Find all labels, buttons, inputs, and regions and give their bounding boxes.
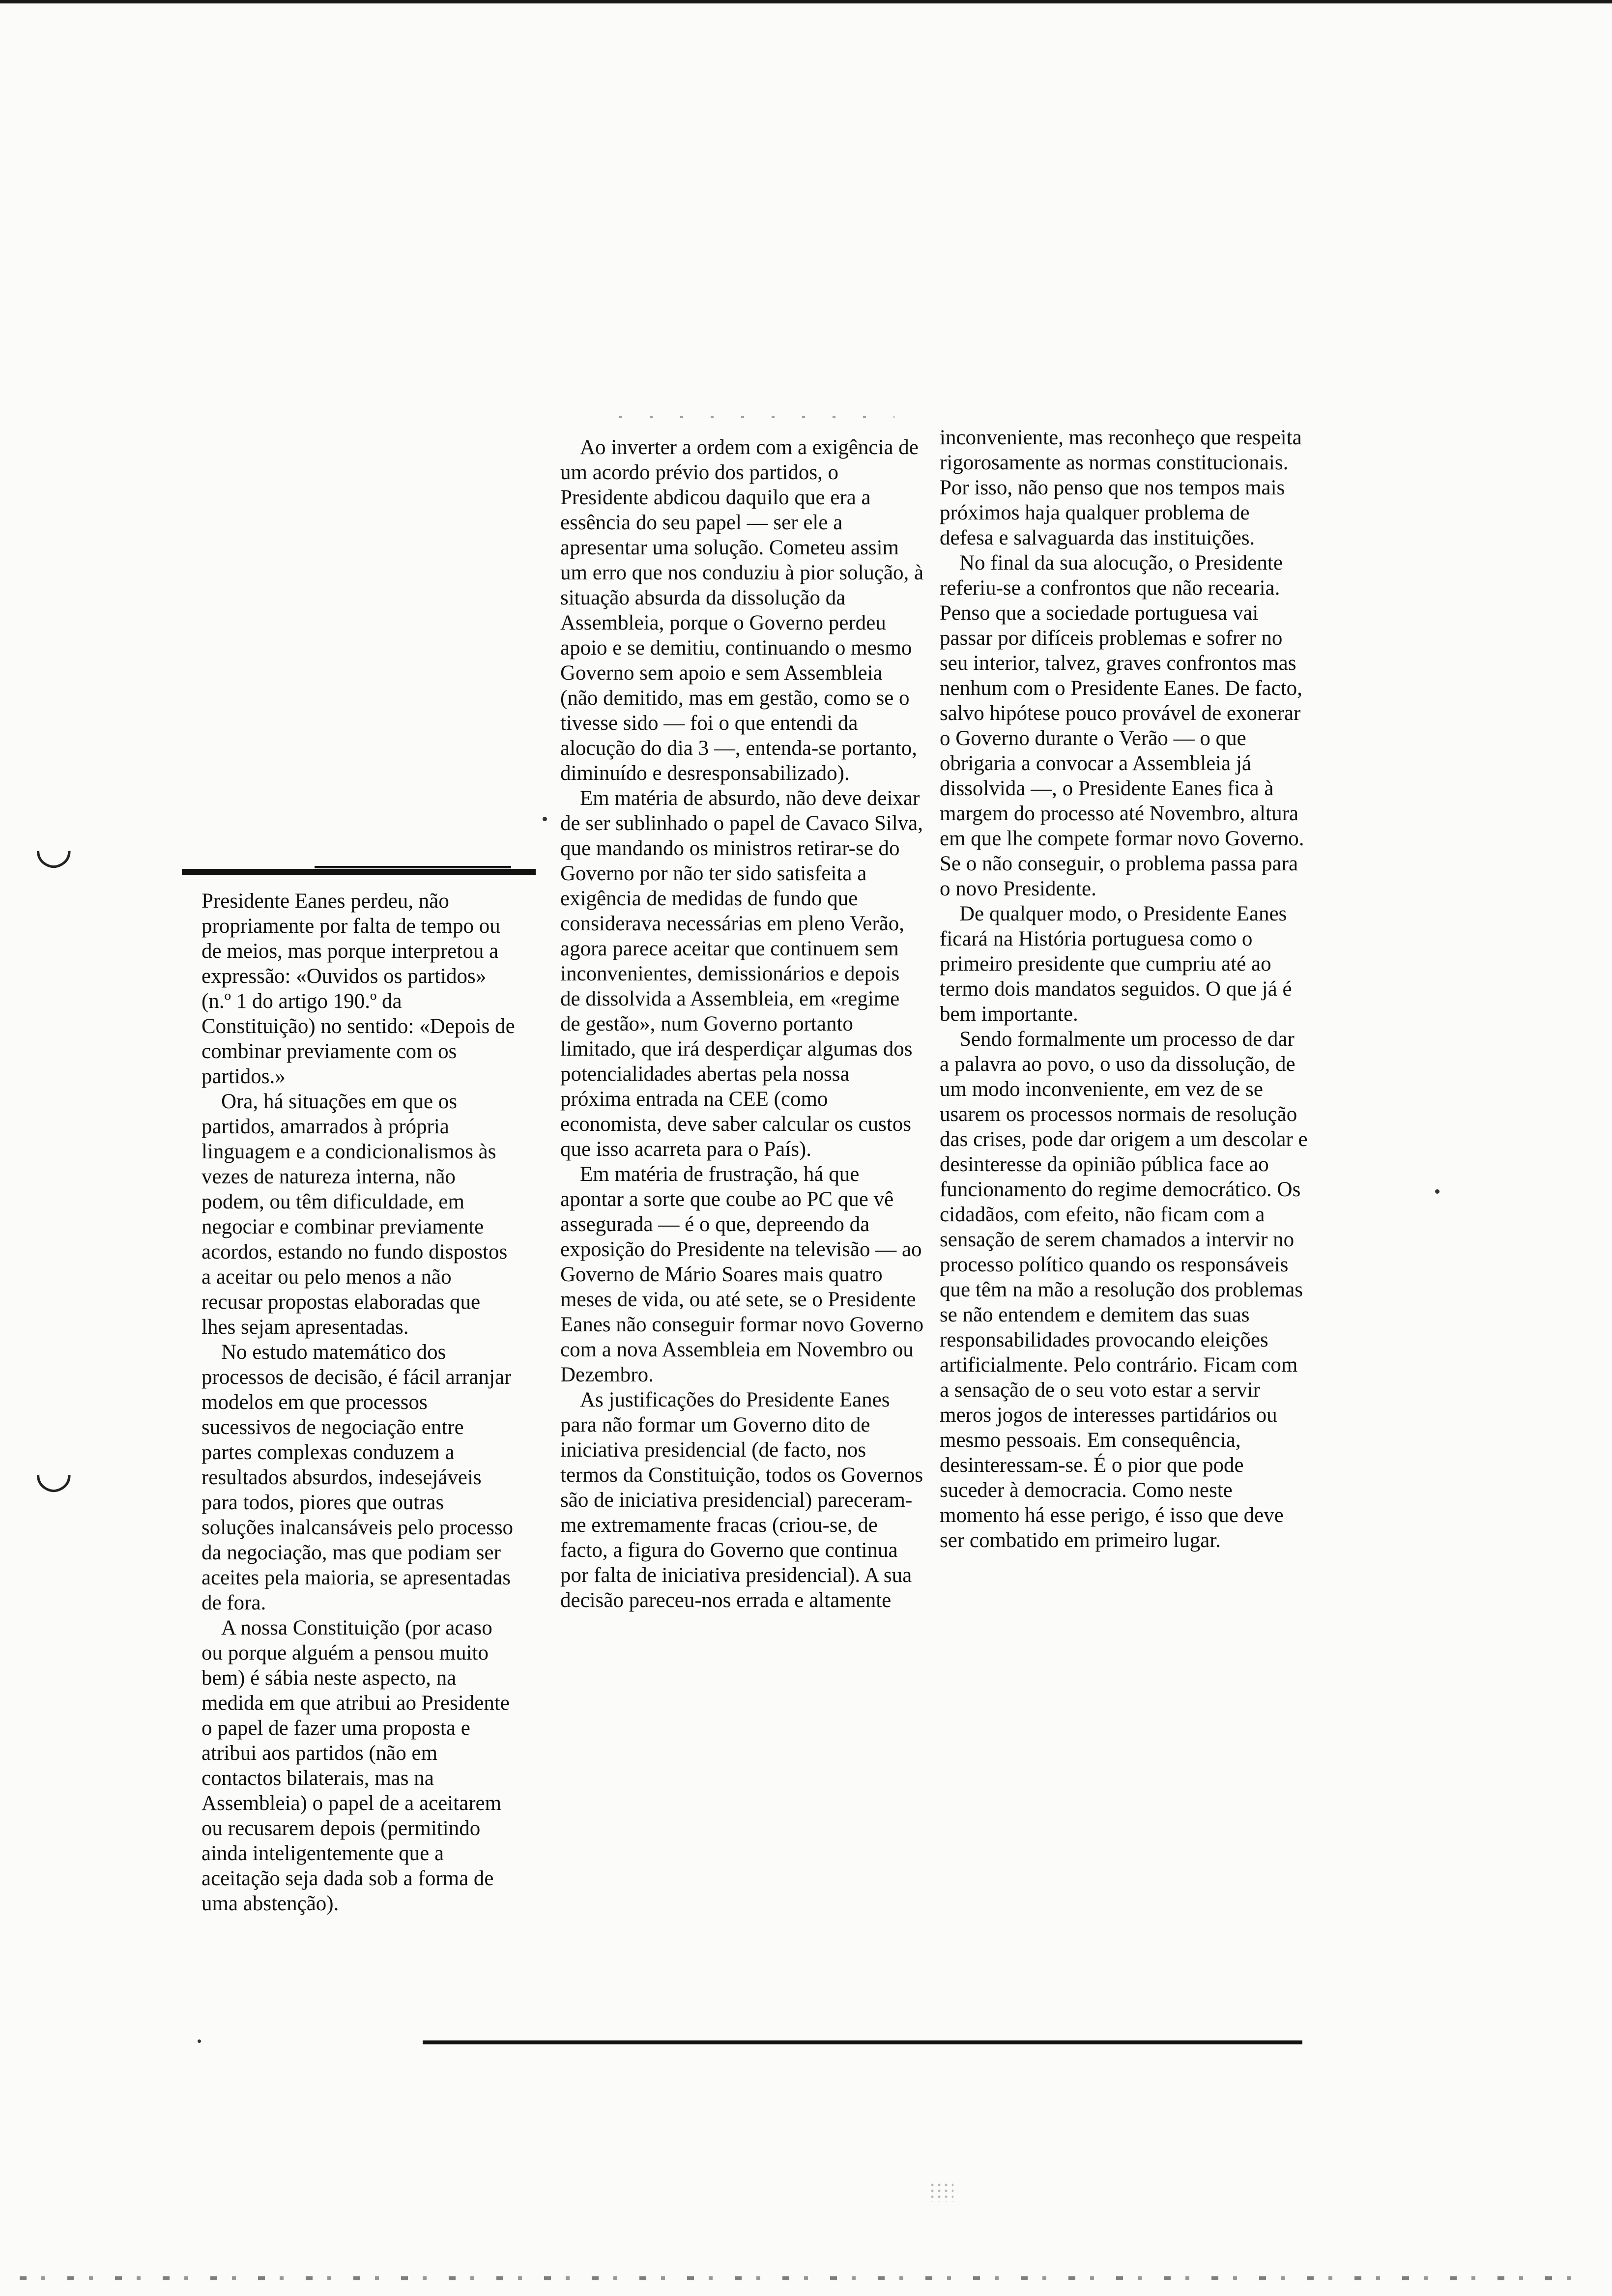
paragraph: De qualquer modo, o Presidente Eanes ficará na História portuguesa como o primeiro presidente que cumpriu até ao termo dois mandatos seguidos. O que já é bem importante. [940, 902, 1292, 1026]
paragraph: A nossa Constituição (por acaso ou porque alguém a pensou muito bem) é sábia neste aspecto, na medida em que atribui ao Presidente o papel de fazer uma proposta e atribui aos partidos (não em contactos bilaterais, mas na Assembleia) o papel de a aceitarem ou recusarem depois (permitindo ainda inteligentemente que a aceitação seja dada sob a forma de uma abstenção). [202, 1616, 510, 1915]
article-end-rule [423, 2040, 1302, 2044]
article-column-2 [560, 435, 924, 1613]
paragraph: Ora, há situações em que os partidos, amarrados à própria linguagem e a condicionalismos às vezes de natureza interna, não podem, ou têm dificuldade, em negociar e combinar previamente acordos, estando no fundo dispostos a aceitar ou pelo menos a não recusar propostas elaboradas que lhes sejam apresentadas. [202, 1090, 508, 1339]
paragraph: No estudo matemático dos processos de decisão, é fácil arranjar modelos em que processos sucessivos de negociação entre partes complexas conduzem a resultados absurdos, indesejáveis para todos, piores que outras soluções inalcansáveis pelo processo da negociação, mas que podiam ser aceites pela maioria, se apresentadas de fora. [202, 1341, 514, 1614]
punch-hole-mark-lower: ◡ [34, 1446, 73, 1497]
column-rule-thin [315, 866, 511, 868]
paragraph: Ao inverter a ordem com a exigência de um acordo prévio dos partidos, o Presidente abdicou daquilo que era a essência do seu papel — ser ele a apresentar uma solução. Cometeu assim um erro que nos conduziu à pior solução, à situação absurda da dissolução da Assembleia, porque o Governo perdeu apoio e se demitiu, continuando o mesmo Governo sem apoio e sem Assembleia (não demitido, mas em gestão, como se o tivesse sido — foi o que entendi da alocução do dia 3 —, entenda-se portanto, diminuído e desresponsabilizado). [560, 436, 924, 785]
column-rule-thick [182, 869, 536, 875]
scan-specks-foot [929, 2182, 953, 2202]
scan-specks-bottom [20, 2276, 1592, 2280]
stray-dot [543, 817, 547, 821]
scan-top-edge [0, 0, 1612, 3]
article-column-1 [202, 889, 516, 1916]
article-column-3 [940, 425, 1308, 1553]
paragraph: Sendo formalmente um processo de dar a palavra ao povo, o uso da dissolução, de um modo inconveniente, em vez de se usarem os processos normais de resolução das crises, pode dar origem a um descolar e desinteresse da opinião pública face ao funcionamento do regime democrático. Os cidadãos, com efeito, não ficam com a sensação de serem chamados a intervir no processo político quando os responsáveis que têm na mão a resolução dos problemas se não entendem e demitem das suas responsabilidades provocando eleições artificialmente. Pelo contrário. Ficam com a sensação de o seu voto estar a servir meros jogos de interesses partidários ou mesmo pessoais. Em consequência, desinteressam-se. É o pior que pode suceder à democracia. Como neste momento há esse perigo, é isso que deve ser combatido em primeiro lugar. [940, 1028, 1308, 1552]
scan-specks-top [619, 416, 894, 418]
paragraph: Presidente Eanes perdeu, não propriamente por falta de tempo ou de meios, mas porque interpretou a expressão: «Ouvidos os partidos» (n.º 1 do artigo 190.º da Constituição) no sentido: «Depois de combinar previamente com os partidos.» [202, 890, 515, 1088]
paragraph: Em matéria de frustração, há que apontar a sorte que coube ao PC que vê assegurada — é o que, depreendo da exposição do Presidente na televisão — ao Governo de Mário Soares mais quatro meses de vida, ou até sete, se o Presidente Eanes não conseguir formar novo Governo com a nova Assembleia em Novembro ou Dezembro. [560, 1163, 924, 1386]
stray-dot [1435, 1189, 1439, 1194]
paragraph: As justificações do Presidente Eanes para não formar um Governo dito de iniciativa presidencial (de facto, nos termos da Constituição, todos os Governos são de iniciativa presidencial) pareceram-me extremamente fracas (criou-se, de facto, a figura do Governo que continua por falta de iniciativa presidencial). A sua decisão pareceu-nos errada e altamente [560, 1388, 923, 1612]
stray-dot [198, 2039, 201, 2043]
paragraph: No final da sua alocução, o Presidente referiu-se a confrontos que não recearia. Penso que a sociedade portuguesa vai passar por difíceis problemas e sofrer no seu interior, talvez, graves confrontos mas nenhum com o Presidente Eanes. De facto, salvo hipótese pouco provável de exonerar o Governo durante o Verão — o que obrigaria a convocar a Assembleia já dissolvida —, o Presidente Eanes fica à margem do processo até Novembro, altura em que lhe compete formar novo Governo. Se o não conseguir, o problema passa para o novo Presidente. [940, 551, 1304, 900]
paragraph: inconveniente, mas reconheço que respeita rigorosamente as normas constitucionais. Por isso, não penso que nos tempos mais próximos haja qualquer problema de defesa e salvaguarda das instituições. [940, 426, 1302, 549]
paragraph: Em matéria de absurdo, não deve deixar de ser sublinhado o papel de Cavaco Silva, que mandando os ministros retirar-se do Governo por não ter sido satisfeita a exigência de medidas de fundo que considerava necessárias em pleno Verão, agora parece aceitar que continuem sem inconvenientes, demissionários e depois de dissolvida a Assembleia, em «regime de gestão», num Governo portanto limitado, que irá desperdiçar algumas dos potencialidades abertas pela nossa próxima entrada na CEE (como economista, deve saber calcular os custos que isso acarreta para o País). [560, 787, 923, 1161]
punch-hole-mark-upper: ◡ [34, 822, 73, 873]
